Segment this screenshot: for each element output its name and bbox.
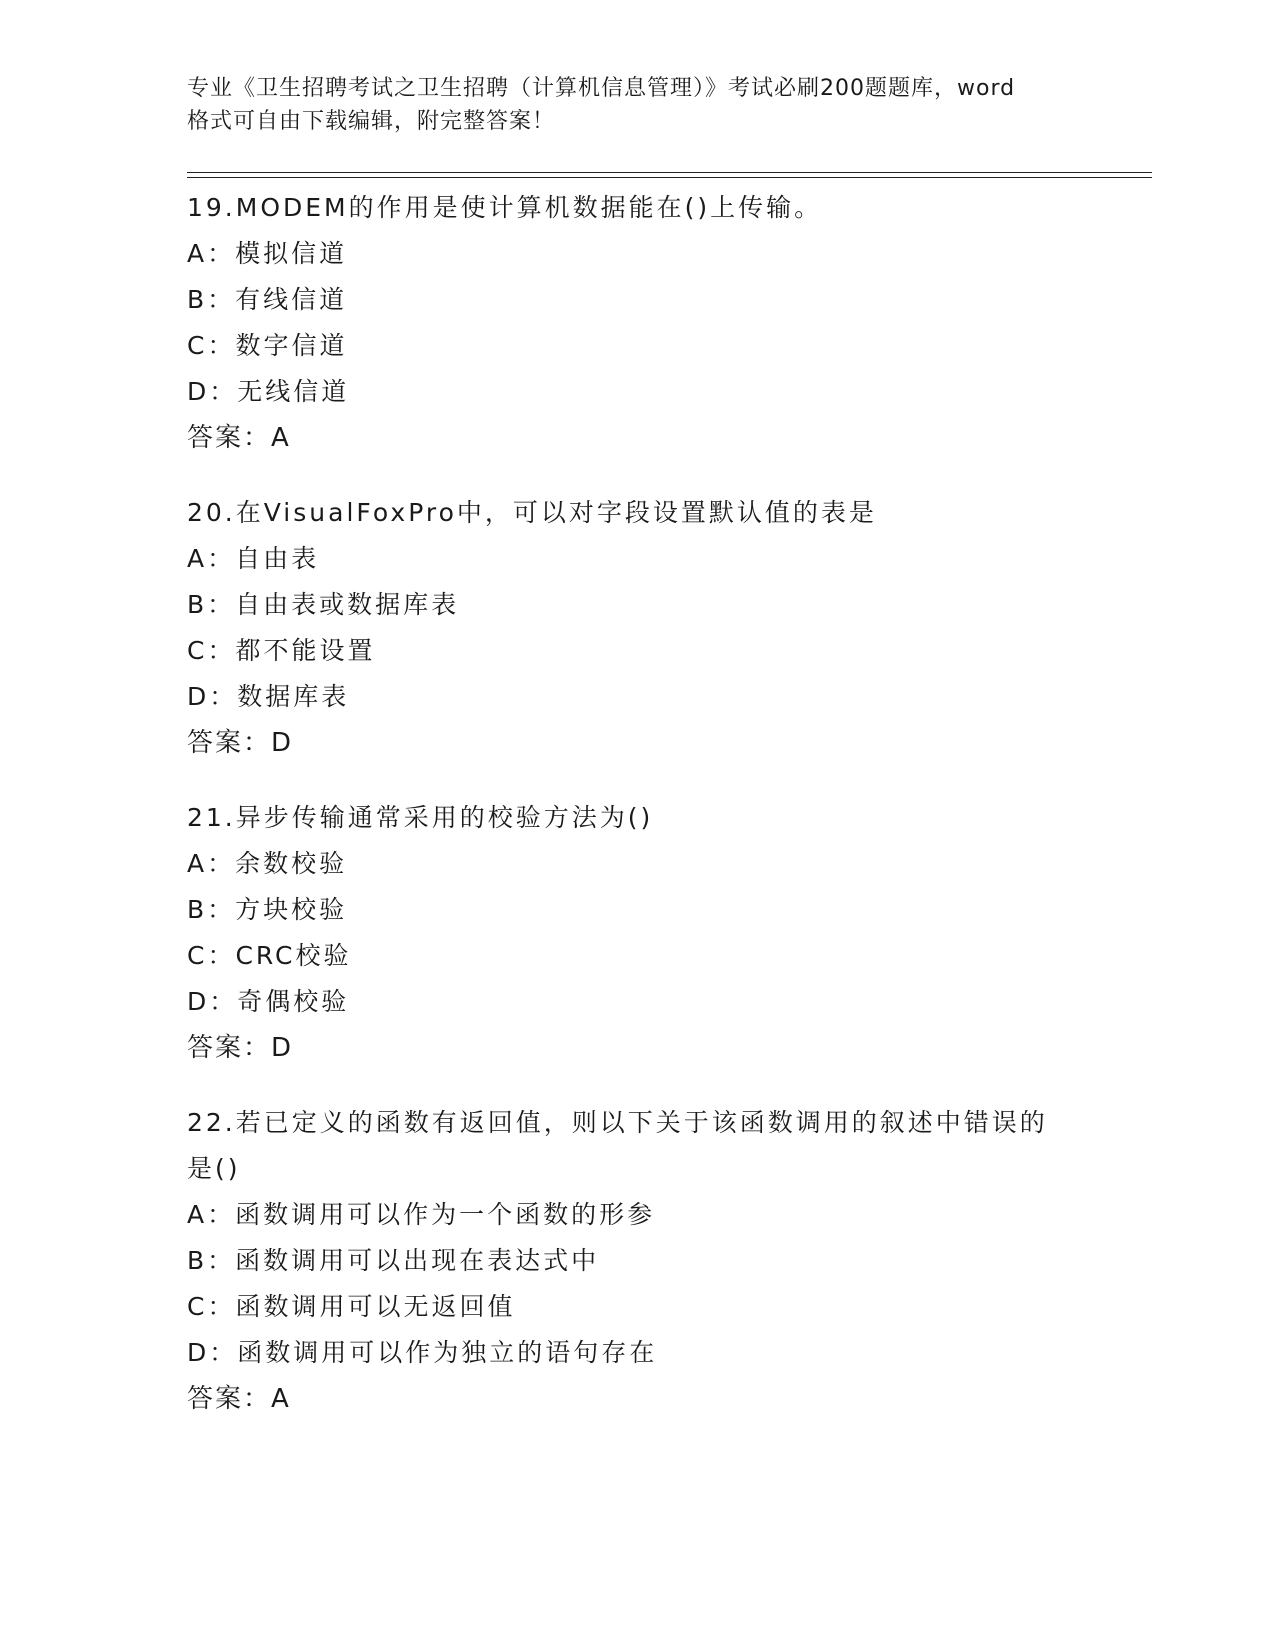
option-c: C：数字信道 [187, 331, 348, 360]
question-stem-line-1: 22.若已定义的函数有返回值，则以下关于该函数调用的叙述中错误的 [187, 1108, 1048, 1137]
answer: 答案：A [187, 1384, 291, 1414]
question-stem: 21.异步传输通常采用的校验方法为() [187, 803, 654, 832]
option-a: A：模拟信道 [187, 239, 348, 268]
question-stem: 19.MODEM的作用是使计算机数据能在()上传输。 [187, 193, 823, 222]
option-d: D：函数调用可以作为独立的语句存在 [187, 1338, 658, 1367]
option-d: D：奇偶校验 [187, 987, 350, 1016]
option-a: A：函数调用可以作为一个函数的形参 [187, 1200, 656, 1229]
header-line-1: 专业《卫生招聘考试之卫生招聘（计算机信息管理）》考试必刷200题题库，word [187, 76, 1016, 101]
option-d: D：无线信道 [187, 377, 350, 406]
question-stem: 20.在VisualFoxPro中，可以对字段设置默认值的表是 [187, 498, 877, 527]
question-20 [187, 490, 1107, 766]
question-19 [187, 185, 1107, 461]
answer: 答案：D [187, 1033, 294, 1063]
question-22 [187, 1100, 1107, 1422]
answer: 答案：D [187, 728, 294, 758]
option-d: D：数据库表 [187, 682, 350, 711]
option-b: B：函数调用可以出现在表达式中 [187, 1246, 600, 1275]
option-c: C：都不能设置 [187, 636, 376, 665]
option-b: B：自由表或数据库表 [187, 590, 460, 619]
option-c: C：函数调用可以无返回值 [187, 1292, 516, 1321]
header-line-2: 格式可自由下载编辑，附完整答案！ [187, 109, 556, 134]
header-divider-top [187, 172, 1152, 173]
document-header [187, 72, 1087, 138]
option-b: B：方块校验 [187, 895, 348, 924]
question-21 [187, 795, 1107, 1071]
header-divider-bottom [187, 177, 1152, 178]
option-b: B：有线信道 [187, 285, 348, 314]
question-stem-line-2: 是() [187, 1154, 241, 1183]
answer: 答案：A [187, 423, 291, 453]
option-a: A：余数校验 [187, 849, 348, 878]
option-a: A：自由表 [187, 544, 320, 573]
option-c: C：CRC校验 [187, 941, 352, 970]
